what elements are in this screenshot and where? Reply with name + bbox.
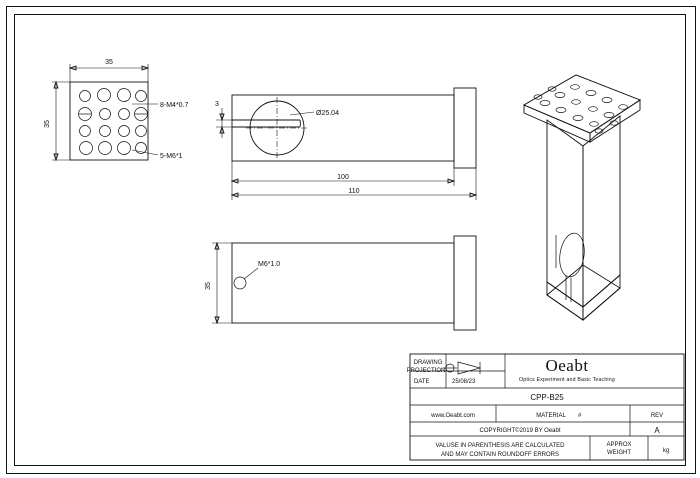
callout-m6-thread: [244, 261, 280, 279]
end-view-left-dim-text: 35: [44, 120, 51, 128]
dimension-length-100: [232, 161, 454, 186]
website-text: www.Oeabt.com: [431, 413, 475, 419]
view-isometric: [524, 75, 640, 320]
projection-label-line2: PROJECTION: [406, 368, 446, 374]
title-block: [407, 354, 684, 460]
projection-symbol-icon: [443, 362, 480, 374]
end-view-top-dim-text: 35: [105, 59, 113, 66]
approx-weight-label-2: WEIGHT: [607, 450, 631, 456]
date-value: 25/08/23: [452, 379, 476, 385]
length-100-text: 100: [337, 174, 349, 181]
callout-5-m6-text: 5-M6*1: [160, 153, 183, 160]
dimension-length-110: [232, 168, 476, 200]
part-number: CPP-B25: [530, 393, 564, 402]
company-tagline: Optics Experiment and Basic Teaching: [519, 377, 615, 383]
view-side-top: [215, 88, 476, 200]
note-line-2: AND MAY CONTAIN ROUNDOFF ERRORS: [440, 452, 560, 458]
material-label: MATERIAL: [536, 413, 566, 419]
projection-label-line1: DRAWING: [413, 360, 443, 366]
callout-8-m4-text: 8-M4*0.7: [160, 102, 189, 109]
date-label: DATE: [414, 379, 430, 385]
company-logo-text: Oeabt: [545, 356, 589, 375]
approx-weight-label-1: APPROX: [606, 442, 632, 448]
weight-unit: kg: [662, 448, 670, 454]
dimension-end-width: [70, 59, 148, 82]
note-line-1: VALUSE IN PARENTHESIS ARE CALCULATED: [435, 443, 565, 449]
material-value: #: [578, 413, 582, 419]
front-height-text: 35: [205, 282, 212, 290]
dimension-slot: [215, 101, 234, 138]
dimension-front-height: [205, 243, 232, 323]
rev-label: REV: [650, 413, 664, 419]
view-end-face: [44, 59, 189, 160]
bore-diameter-text: Ø25.04: [316, 110, 339, 117]
slot-dim-text: 3: [215, 101, 219, 108]
dimension-end-height: [44, 82, 70, 160]
callout-8-m4: [132, 102, 189, 109]
m6-thread-text: M6*1.0: [258, 261, 281, 268]
callout-bore-diameter: [290, 110, 339, 117]
copyright-text: COPYRIGHT©2019 BY Oeabt: [479, 428, 561, 434]
length-110-text: 110: [348, 188, 360, 195]
view-side-bottom: [205, 236, 476, 330]
callout-5-m6: [132, 150, 183, 160]
rev-value: A: [654, 426, 660, 435]
hole-pattern: [79, 89, 148, 155]
